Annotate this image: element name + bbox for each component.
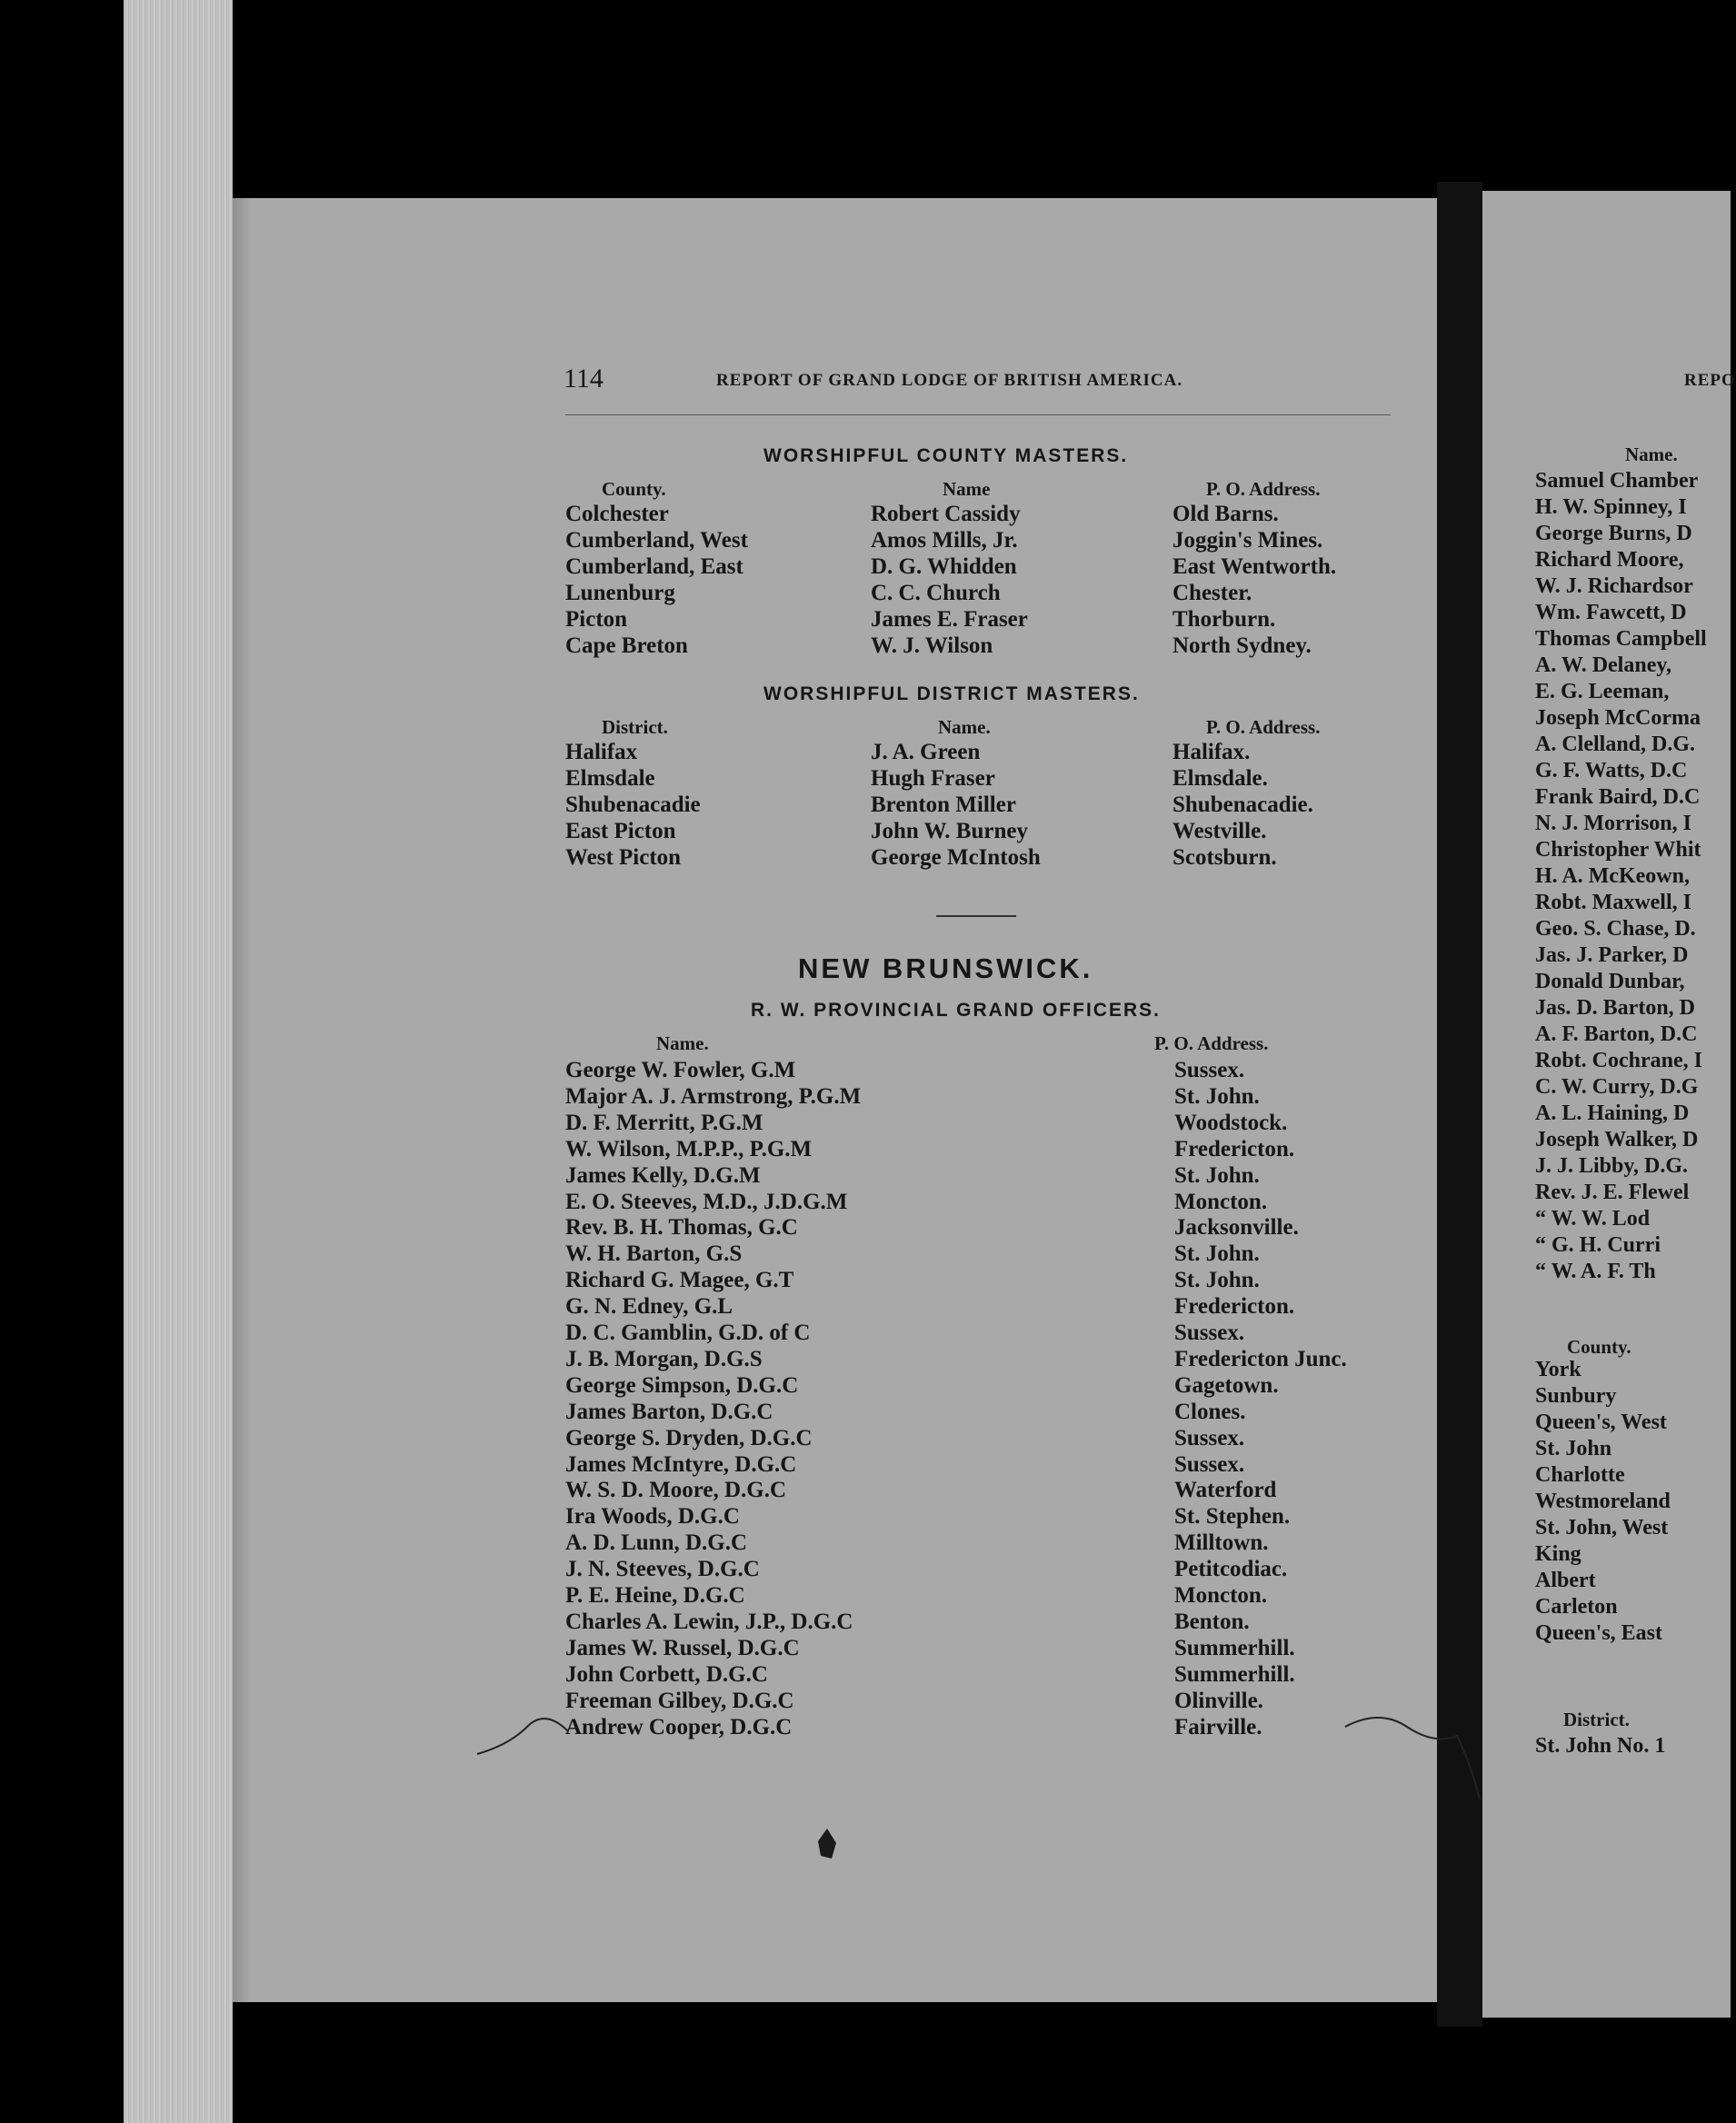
facing-name: George Burns, D — [1535, 522, 1692, 545]
officer-address-col-header: P. O. Address. — [1154, 1032, 1269, 1054]
facing-name: A. W. Delaney, — [1535, 653, 1672, 677]
facing-county: York — [1535, 1358, 1581, 1381]
officer-name: George W. Fowler, G.M — [565, 1058, 796, 1082]
facing-name: “ W. A. F. Th — [1535, 1260, 1656, 1283]
officer-name: Andrew Cooper, D.G.C — [565, 1714, 793, 1739]
officer-name: Major A. J. Armstrong, P.G.M — [565, 1083, 862, 1109]
officer-address: Olinville. — [1174, 1688, 1263, 1713]
facing-name: A. L. Haining, D — [1535, 1101, 1690, 1125]
cell-place: West Picton — [565, 845, 682, 870]
officer-address: Milltown. — [1174, 1530, 1269, 1556]
officer-address: Summerhill. — [1174, 1635, 1295, 1660]
officer-address: Sussex. — [1174, 1451, 1245, 1477]
officer-name-col-header: Name. — [656, 1032, 709, 1054]
facing-name: Jas. J. Parker, D — [1535, 943, 1689, 967]
facing-name: Joseph McCorma — [1535, 706, 1701, 730]
district-col-header: District. — [602, 716, 668, 738]
facing-name: Wm. Fawcett, D — [1535, 601, 1687, 624]
cell-address: North Sydney. — [1172, 633, 1312, 658]
facing-name: “ W. W. Lod — [1535, 1207, 1651, 1231]
cell-place: Cape Breton — [565, 633, 688, 658]
officer-name: W. S. D. Moore, D.G.C — [565, 1478, 787, 1503]
cell-address: Westville. — [1172, 819, 1267, 843]
facing-name-header: Name. — [1625, 444, 1678, 465]
officer-name: G. N. Edney, G.L — [565, 1294, 733, 1320]
facing-name: Robt. Maxwell, I — [1535, 891, 1691, 914]
officer-address: Clones. — [1174, 1399, 1246, 1424]
facing-county: Charlotte — [1535, 1463, 1625, 1487]
cell-place: Shubenacadie — [565, 792, 701, 817]
officer-address: St. John. — [1174, 1268, 1260, 1293]
facing-county: King — [1535, 1542, 1581, 1566]
facing-county-header: County. — [1567, 1336, 1631, 1358]
page-edge-shadow — [233, 0, 251, 2123]
cell-place: Halifax — [565, 740, 638, 764]
facing-county: Queen's, West — [1535, 1410, 1667, 1434]
cell-name: Robert Cassidy — [871, 502, 1021, 526]
cell-place: Picton — [565, 607, 628, 632]
facing-district-header: District. — [1563, 1709, 1630, 1730]
officer-name: J. B. Morgan, D.G.S — [565, 1346, 763, 1371]
facing-name: H. W. Spinney, I — [1535, 495, 1687, 519]
cell-address: Elmsdale. — [1172, 766, 1268, 791]
facing-name: “ G. H. Curri — [1535, 1233, 1661, 1257]
officer-address: Moncton. — [1174, 1583, 1268, 1608]
facing-name: Joseph Walker, D — [1535, 1128, 1699, 1151]
address-col-header: P. O. Address. — [1206, 478, 1321, 500]
facing-name: Frank Baird, D.C — [1535, 785, 1701, 809]
facing-county: Sunbury — [1535, 1384, 1617, 1408]
facing-name: E. G. Leeman, — [1535, 680, 1670, 703]
cell-name: John W. Burney — [871, 819, 1028, 843]
officer-address: Woodstock. — [1174, 1110, 1288, 1135]
pencil-mark-left — [473, 1699, 573, 1763]
section-subheading: R. W. PROVINCIAL GRAND OFFICERS. — [751, 1000, 1161, 1021]
officer-name: George S. Dryden, D.G.C — [565, 1425, 813, 1450]
cell-place: Colchester — [565, 502, 669, 526]
officer-address: St. Stephen. — [1174, 1504, 1291, 1530]
officer-name: George Simpson, D.G.C — [565, 1372, 799, 1398]
pencil-mark-right — [1343, 1709, 1480, 1809]
officer-address: Fredericton Junc. — [1174, 1346, 1347, 1371]
cell-address: Old Barns. — [1172, 502, 1279, 526]
officer-address: Moncton. — [1174, 1189, 1268, 1214]
cell-name: George McIntosh — [871, 845, 1041, 870]
officer-address: St. John. — [1174, 1083, 1260, 1109]
officer-name: W. Wilson, M.P.P., P.G.M — [565, 1136, 813, 1161]
officer-name: Richard G. Magee, G.T — [565, 1268, 794, 1293]
officer-address: Waterford — [1174, 1478, 1277, 1503]
district-address-col-header: P. O. Address. — [1206, 716, 1321, 738]
page-edges — [124, 0, 233, 2123]
facing-county: Westmoreland — [1535, 1490, 1671, 1513]
cell-name: Brenton Miller — [871, 792, 1016, 817]
cell-address: Halifax. — [1172, 740, 1251, 764]
cell-address: Joggin's Mines. — [1172, 528, 1323, 553]
name-col-header: Name — [943, 478, 991, 500]
officer-address: St. John. — [1174, 1162, 1260, 1188]
officer-name: D. C. Gamblin, G.D. of C — [565, 1321, 811, 1345]
facing-name: Richard Moore, — [1535, 548, 1684, 572]
facing-county: Queen's, East — [1535, 1621, 1663, 1645]
officer-name: Rev. B. H. Thomas, G.C — [565, 1215, 798, 1241]
officer-name: James McIntyre, D.G.C — [565, 1451, 797, 1477]
facing-county: St. John, West — [1535, 1516, 1669, 1540]
facing-name: H. A. McKeown, — [1535, 864, 1690, 888]
facing-county: Carleton — [1535, 1595, 1618, 1619]
facing-name: Robt. Cochrane, I — [1535, 1049, 1702, 1072]
district-name-col-header: Name. — [938, 716, 991, 738]
cell-address: Chester. — [1172, 581, 1252, 605]
officer-name: D. F. Merritt, P.G.M — [565, 1110, 763, 1135]
county-masters-title: WORSHIPFUL COUNTY MASTERS. — [763, 445, 1129, 466]
officer-address: Fredericton. — [1174, 1136, 1295, 1161]
facing-name: Donald Dunbar, — [1535, 970, 1685, 993]
facing-name: Thomas Campbell — [1535, 627, 1707, 651]
officer-address: Sussex. — [1174, 1425, 1245, 1450]
section-heading: NEW BRUNSWICK. — [798, 952, 1093, 984]
page-number: 114 — [564, 364, 604, 394]
officer-address: Jacksonville. — [1174, 1215, 1299, 1241]
cell-name: D. G. Whidden — [871, 554, 1017, 579]
cell-address: Shubenacadie. — [1172, 792, 1313, 817]
officer-name: J. N. Steeves, D.G.C — [565, 1557, 760, 1582]
officer-address: Benton. — [1174, 1609, 1250, 1634]
county-col-header: County. — [602, 478, 666, 500]
cell-name: C. C. Church — [871, 581, 1001, 605]
facing-name: Christopher Whit — [1535, 838, 1701, 862]
facing-county: Albert — [1535, 1569, 1596, 1592]
officer-address: Gagetown. — [1174, 1372, 1279, 1398]
cell-name: Amos Mills, Jr. — [871, 528, 1018, 553]
facing-name: Rev. J. E. Flewel — [1535, 1181, 1690, 1204]
officer-name: A. D. Lunn, D.G.C — [565, 1530, 748, 1556]
cell-address: East Wentworth. — [1172, 554, 1337, 579]
facing-district: St. John No. 1 — [1535, 1734, 1666, 1758]
facing-name: N. J. Morrison, I — [1535, 812, 1691, 835]
cell-name: Hugh Fraser — [871, 766, 995, 791]
facing-name: G. F. Watts, D.C — [1535, 759, 1688, 782]
officer-address: Sussex. — [1174, 1058, 1245, 1082]
cell-place: Elmsdale — [565, 766, 655, 791]
officer-name: P. E. Heine, D.G.C — [565, 1583, 745, 1608]
cell-place: Lunenburg — [565, 581, 675, 605]
officer-name: Ira Woods, D.G.C — [565, 1504, 740, 1530]
officer-address: Petitcodiac. — [1174, 1557, 1288, 1582]
facing-name: Geo. S. Chase, D. — [1535, 917, 1696, 941]
officer-address: Fredericton. — [1174, 1294, 1295, 1320]
facing-name: W. J. Richardsor — [1535, 574, 1693, 598]
district-masters-title: WORSHIPFUL DISTRICT MASTERS. — [763, 683, 1140, 704]
officer-name: Freeman Gilbey, D.G.C — [565, 1688, 794, 1713]
section-divider — [936, 915, 1016, 917]
ink-blot — [813, 1827, 841, 1863]
officer-address: St. John. — [1174, 1241, 1260, 1267]
facing-name: J. J. Libby, D.G. — [1535, 1154, 1689, 1178]
cell-name: W. J. Wilson — [871, 633, 993, 658]
cell-name: J. A. Green — [871, 740, 981, 764]
facing-name: Samuel Chamber — [1535, 469, 1699, 493]
facing-name: C. W. Curry, D.G — [1535, 1075, 1699, 1099]
officer-name: E. O. Steeves, M.D., J.D.G.M — [565, 1189, 848, 1214]
facing-running-title: REPO — [1684, 371, 1736, 390]
officer-address: Fairville. — [1174, 1714, 1262, 1739]
running-title: REPORT OF GRAND LODGE OF BRITISH AMERICA. — [716, 371, 1183, 390]
cell-place: Cumberland, West — [565, 528, 748, 553]
cell-address: Scotsburn. — [1172, 845, 1277, 870]
facing-name: A. Clelland, D.G. — [1535, 733, 1696, 756]
facing-county: St. John — [1535, 1437, 1612, 1460]
officer-name: James Barton, D.G.C — [565, 1399, 773, 1424]
officer-address: Sussex. — [1174, 1321, 1245, 1345]
officer-name: W. H. Barton, G.S — [565, 1241, 743, 1267]
officer-name: Charles A. Lewin, J.P., D.G.C — [565, 1609, 853, 1634]
header-rule — [565, 414, 1391, 415]
cell-place: East Picton — [565, 819, 676, 843]
officer-address: Summerhill. — [1174, 1661, 1295, 1687]
officer-name: James W. Russel, D.G.C — [565, 1635, 800, 1660]
facing-name: A. F. Barton, D.C — [1535, 1022, 1698, 1046]
officer-name: James Kelly, D.G.M — [565, 1162, 761, 1188]
cell-name: James E. Fraser — [871, 607, 1028, 632]
officer-name: John Corbett, D.G.C — [565, 1661, 768, 1687]
facing-name: Jas. D. Barton, D — [1535, 996, 1696, 1020]
cell-address: Thorburn. — [1172, 607, 1276, 632]
cell-place: Cumberland, East — [565, 554, 743, 579]
